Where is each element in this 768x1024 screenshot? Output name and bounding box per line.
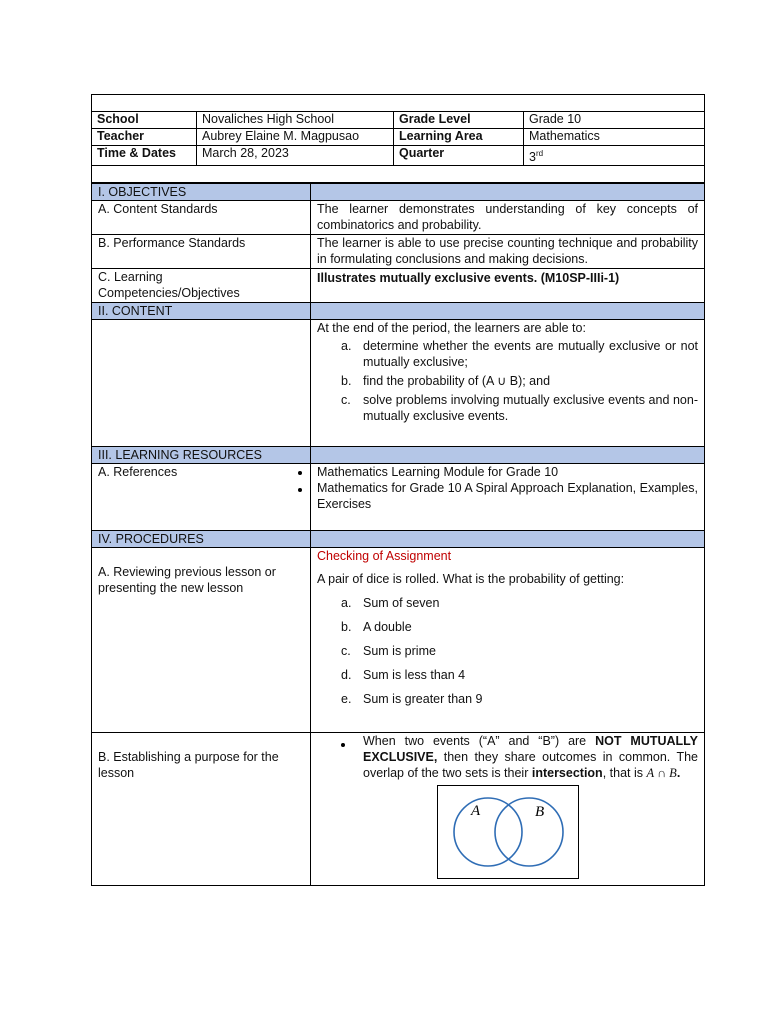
period-text: . bbox=[676, 766, 681, 781]
paragraph-text: then they share outcomes in common. The overlap of the two sets is their bbox=[363, 750, 698, 781]
venn-circle-a bbox=[454, 798, 522, 866]
dice-questions-list bbox=[317, 595, 698, 707]
competencies-label: C. Learning Competencies/Objectives bbox=[92, 269, 311, 303]
content-intro: At the end of the period, the learners are able to: bbox=[317, 321, 586, 336]
list-item bbox=[317, 643, 698, 659]
content-standards-label: A. Content Standards bbox=[92, 201, 311, 235]
blank-row bbox=[92, 166, 705, 183]
school-label: School bbox=[92, 112, 197, 129]
performance-standards-label: B. Performance Standards bbox=[92, 235, 311, 269]
quarter-label: Quarter bbox=[394, 146, 524, 166]
list-item bbox=[317, 691, 698, 707]
competencies-text: Illustrates mutually exclusive events. (M10SP-IIIi-1) bbox=[311, 269, 705, 303]
reference-item: Mathematics for Grade 10 A Spiral Approach Explanation, Examples, Exercises bbox=[317, 481, 698, 512]
quarter-value bbox=[524, 146, 705, 166]
list-text: solve problems involving mutually exclusive events and non-mutually exclusive events. bbox=[363, 393, 698, 424]
list-marker: c. bbox=[341, 393, 351, 408]
learning-area-value: Mathematics bbox=[524, 129, 705, 146]
references-label-cell bbox=[92, 464, 311, 531]
list-marker: a. bbox=[341, 596, 352, 611]
list-item bbox=[317, 595, 698, 611]
list-item bbox=[317, 667, 698, 683]
content-objectives-list bbox=[317, 338, 698, 424]
lesson-plan-table bbox=[91, 183, 705, 886]
checking-assignment-title: Checking of Assignment bbox=[317, 549, 452, 564]
header-info-table bbox=[91, 94, 705, 183]
venn-label-b: B bbox=[535, 804, 545, 821]
reviewing-body bbox=[311, 548, 705, 733]
section-fill bbox=[311, 447, 705, 464]
list-text: Sum of seven bbox=[363, 596, 440, 611]
venn-label-a: A bbox=[471, 803, 481, 820]
objectives-header: I. OBJECTIVES bbox=[92, 184, 311, 201]
section-fill bbox=[311, 184, 705, 201]
list-text: Sum is greater than 9 bbox=[363, 692, 483, 707]
time-dates-value: March 28, 2023 bbox=[197, 146, 394, 166]
bullet-icon bbox=[298, 488, 302, 492]
school-value: Novaliches High School bbox=[197, 112, 394, 129]
references-list bbox=[311, 464, 705, 531]
paragraph-text: , that is bbox=[602, 766, 647, 781]
list-marker: b. bbox=[341, 374, 352, 389]
venn-circle-b bbox=[495, 798, 563, 866]
teacher-label: Teacher bbox=[92, 129, 197, 146]
references-label: A. References bbox=[98, 465, 178, 480]
time-dates-label: Time & Dates bbox=[92, 146, 197, 166]
learning-area-label: Learning Area bbox=[394, 129, 524, 146]
intersection-formula: A ∩ B bbox=[646, 766, 677, 781]
lesson-plan-document bbox=[91, 94, 705, 886]
content-standards-text: The learner demonstrates understanding of key concepts of combinatorics and probability. bbox=[311, 201, 705, 235]
establishing-label: B. Establishing a purpose for the lesson bbox=[92, 733, 311, 886]
reference-item: Mathematics Learning Module for Grade 10 bbox=[317, 465, 559, 480]
section-fill bbox=[311, 531, 705, 548]
list-marker: c. bbox=[341, 644, 351, 659]
list-marker: b. bbox=[341, 620, 352, 635]
list-marker: a. bbox=[341, 339, 352, 354]
grade-level-value: Grade 10 bbox=[524, 112, 705, 129]
list-item bbox=[317, 619, 698, 635]
content-left-blank bbox=[92, 320, 311, 447]
teacher-value: Aubrey Elaine M. Magpusao bbox=[197, 129, 394, 146]
list-item bbox=[317, 373, 698, 389]
list-item bbox=[317, 338, 698, 370]
resources-header: III. LEARNING RESOURCES bbox=[92, 447, 311, 464]
blank-row bbox=[92, 95, 705, 112]
content-body bbox=[311, 320, 705, 447]
performance-standards-text: The learner is able to use precise counting technique and probability in formulating conclusions and making decisions. bbox=[311, 235, 705, 269]
establishing-body bbox=[311, 733, 705, 886]
content-header: II. CONTENT bbox=[92, 303, 311, 320]
list-text: Sum is less than 4 bbox=[363, 668, 466, 683]
quarter-suffix: rd bbox=[535, 149, 544, 158]
intersection-paragraph bbox=[317, 733, 698, 781]
list-text: determine whether the events are mutually exclusive or not mutually exclusive; bbox=[363, 339, 698, 370]
quarter-number: 3 bbox=[529, 150, 536, 165]
dice-question: A pair of dice is rolled. What is the probability of getting: bbox=[317, 572, 625, 587]
list-text: Sum is prime bbox=[363, 644, 436, 659]
reviewing-label: A. Reviewing previous lesson or presenting the new lesson bbox=[92, 548, 311, 733]
list-marker: d. bbox=[341, 668, 352, 683]
venn-diagram-box bbox=[437, 785, 579, 879]
venn-diagram bbox=[438, 786, 578, 878]
list-item bbox=[317, 392, 698, 424]
list-text: find the probability of (A ∪ B); and bbox=[363, 374, 551, 389]
bullet-icon bbox=[341, 743, 345, 747]
paragraph-text: When two events (“A” and “B”) are bbox=[363, 734, 596, 749]
list-text: A double bbox=[363, 620, 412, 635]
procedures-header: IV. PROCEDURES bbox=[92, 531, 311, 548]
not-mutually-exclusive-text: NOT MUTUALLY EXCLUSIVE, bbox=[363, 734, 698, 765]
list-marker: e. bbox=[341, 692, 352, 707]
intersection-term: intersection bbox=[531, 766, 603, 781]
grade-level-label: Grade Level bbox=[394, 112, 524, 129]
bullet-icon bbox=[298, 471, 302, 475]
section-fill bbox=[311, 303, 705, 320]
